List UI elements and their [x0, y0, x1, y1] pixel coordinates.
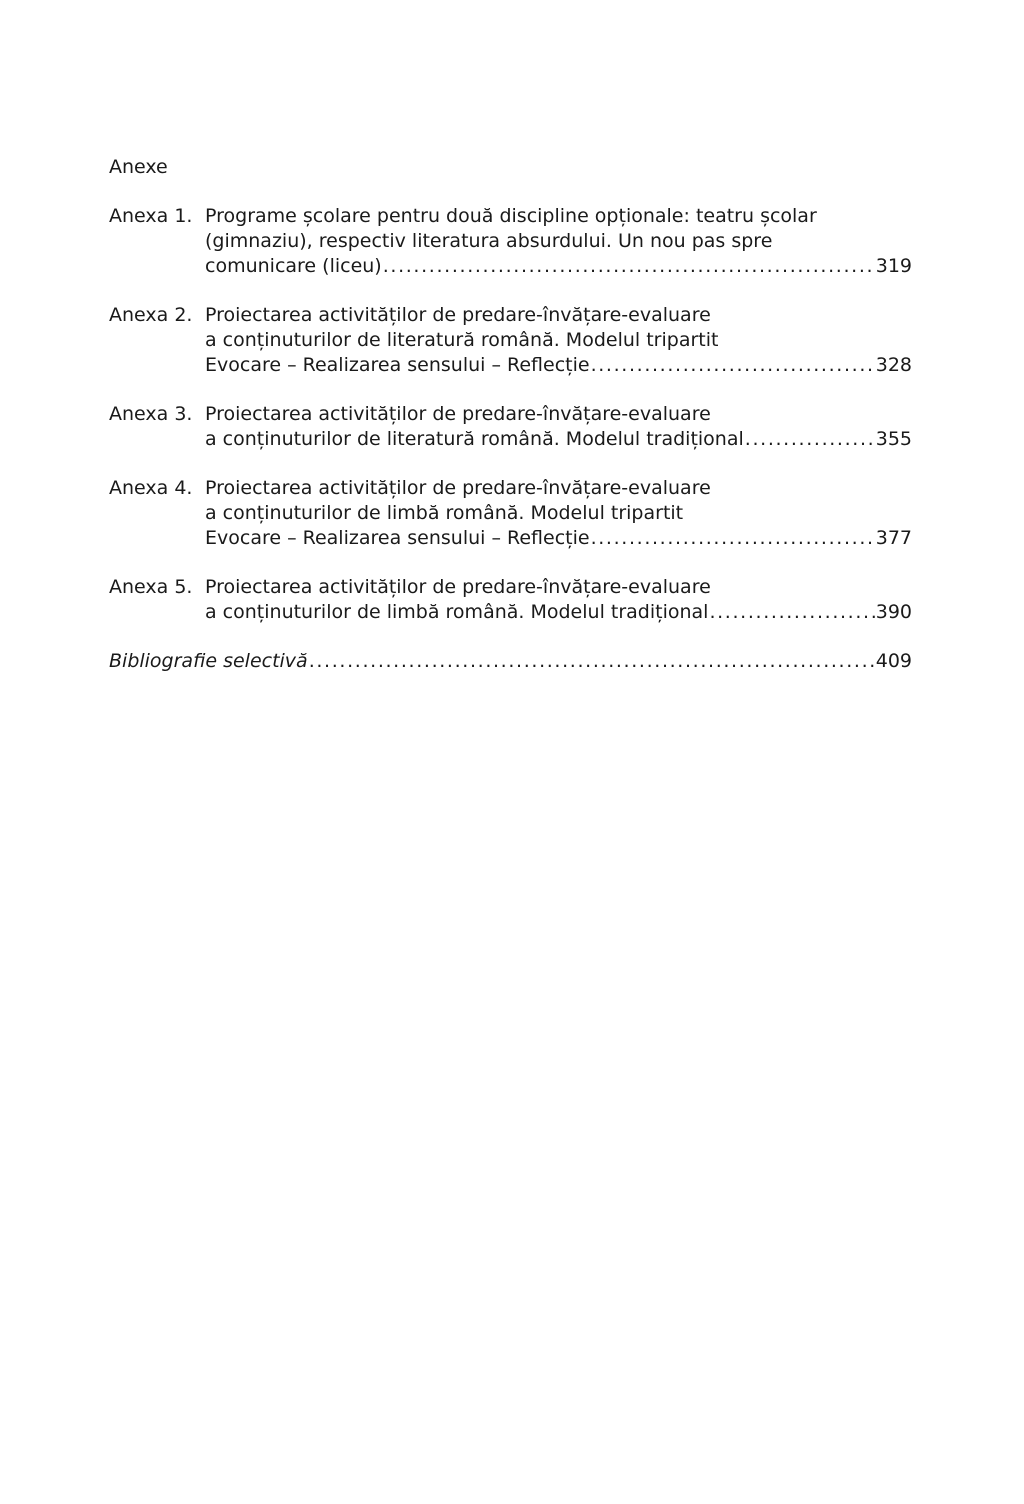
dot-leader: [383, 254, 875, 279]
entry-label: Anexa 2.: [109, 304, 193, 326]
dot-leader: [745, 427, 875, 452]
page-number[interactable]: 409: [875, 650, 912, 672]
entry-line: Proiectarea activităților de predare-învățare-evaluare: [205, 304, 711, 326]
bibliography-label: Bibliografie selectivă: [109, 650, 308, 672]
entry-label: Anexa 4.: [109, 477, 193, 499]
entry-line: a conținuturilor de literatură română. Modelul tripartit: [205, 329, 719, 351]
toc-entry-bibliography[interactable]: [109, 649, 912, 674]
dot-leader: [709, 600, 874, 625]
entry-body: [205, 303, 912, 378]
entry-line: a conținuturilor de literatură română. Modelul tradițional: [205, 428, 744, 450]
entry-line: Proiectarea activităților de predare-învățare-evaluare: [205, 576, 711, 598]
dot-leader: [591, 353, 875, 378]
entry-label: Anexa 1.: [109, 205, 193, 227]
entry-leader-line: [205, 600, 912, 625]
page-number[interactable]: 328: [875, 354, 912, 376]
section-title: Anexe: [109, 156, 168, 178]
entry-label: Anexa 3.: [109, 403, 193, 425]
entry-line: a conținuturilor de limbă română. Modelul tradițional: [205, 601, 709, 623]
toc-entry-anexa-4[interactable]: [109, 476, 912, 551]
entry-line: Evocare – Realizarea sensului – Reflecție: [205, 354, 590, 376]
entry-line: Programe școlare pentru două discipline opționale: teatru școlar: [205, 205, 817, 227]
entry-leader-line: [205, 526, 912, 551]
entry-body: [205, 204, 912, 279]
page-number[interactable]: 319: [875, 255, 912, 277]
toc-entry-anexa-3[interactable]: [109, 402, 912, 452]
entry-leader-line: [205, 353, 912, 378]
entry-line: a conținuturilor de limbă română. Modelul tripartit: [205, 502, 684, 524]
entry-line: Evocare – Realizarea sensului – Reflecție: [205, 527, 590, 549]
entry-line: comunicare (liceu): [205, 255, 382, 277]
entry-body: [205, 402, 912, 452]
entry-line: (gimnaziu), respectiv literatura absurdului. Un nou pas spre: [205, 230, 773, 252]
entry-leader-line: [205, 427, 912, 452]
toc-entry-anexa-1[interactable]: [109, 204, 912, 279]
dot-leader: [309, 649, 875, 674]
entry-body: [205, 476, 912, 551]
entry-label: Anexa 5.: [109, 576, 193, 598]
page-number[interactable]: 355: [875, 428, 912, 450]
entry-line: Proiectarea activităților de predare-învățare-evaluare: [205, 403, 711, 425]
toc-entry-anexa-2[interactable]: [109, 303, 912, 378]
entry-body: [205, 575, 912, 625]
toc-entry-anexa-5[interactable]: [109, 575, 912, 625]
dot-leader: [591, 526, 875, 551]
table-of-contents: [109, 155, 912, 674]
entry-line: Proiectarea activităților de predare-învățare-evaluare: [205, 477, 711, 499]
page-number[interactable]: 377: [875, 527, 912, 549]
page-number[interactable]: 390: [875, 601, 912, 623]
entry-leader-line: [205, 254, 912, 279]
